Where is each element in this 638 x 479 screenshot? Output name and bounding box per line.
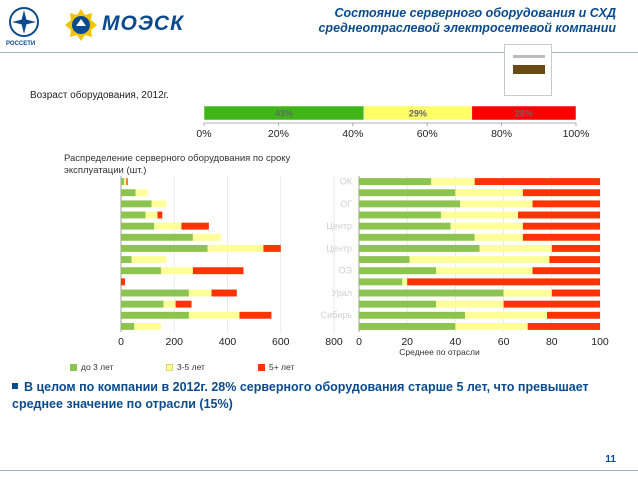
legend-item-3to5: 3-5 лет bbox=[166, 362, 205, 372]
abs-bar-6-1 bbox=[208, 245, 264, 252]
ind-bar-2-2 bbox=[533, 200, 600, 207]
age-axis-tick-label-4: 80% bbox=[491, 128, 513, 140]
summary-bullet: В целом по компании в 2012г. 28% серверного оборудования старше 5 лет, что превышает среднее значение по отрасли (15%) bbox=[12, 380, 589, 411]
ind-bar-5-0 bbox=[359, 234, 475, 241]
abs-bar-4-0 bbox=[121, 223, 154, 230]
ind-bar-9-2 bbox=[407, 278, 600, 285]
ind-axis-tick-label-1: 20 bbox=[401, 336, 414, 348]
abs-bar-8-1 bbox=[161, 267, 193, 274]
abs-bar-12-2 bbox=[239, 312, 271, 319]
ind-axis-label: Среднее по отрасли bbox=[399, 347, 480, 357]
ind-category-label-2: ОГ bbox=[340, 198, 352, 209]
abs-bar-0-2 bbox=[126, 178, 127, 185]
distribution-section-label: Распределение серверного оборудования по сроку эксплуатации (шт.) bbox=[64, 153, 291, 176]
ind-bar-8-1 bbox=[436, 267, 532, 274]
ind-bar-0-0 bbox=[359, 178, 431, 185]
ind-axis-tick-label-3: 60 bbox=[497, 336, 510, 348]
ind-bar-4-1 bbox=[451, 223, 523, 230]
ind-bar-5-1 bbox=[475, 234, 523, 241]
legend-item-5plus: 5+ лет bbox=[258, 362, 294, 372]
ind-bar-7-0 bbox=[359, 256, 410, 263]
ind-category-label-4: Центр bbox=[326, 221, 352, 232]
abs-bar-0-1 bbox=[124, 178, 126, 185]
age-bar-label-0: 43% bbox=[274, 108, 293, 119]
abs-bar-2-0 bbox=[121, 200, 152, 207]
abs-bar-1-0 bbox=[121, 189, 136, 196]
ind-bar-2-0 bbox=[359, 200, 460, 207]
abs-bar-7-0 bbox=[121, 256, 132, 263]
ind-bar-13-0 bbox=[359, 323, 455, 330]
ind-bar-13-1 bbox=[455, 323, 527, 330]
age-bar-label-2: 28% bbox=[514, 108, 533, 119]
ind-bar-8-0 bbox=[359, 267, 436, 274]
ind-bar-5-2 bbox=[523, 234, 600, 241]
ind-bar-12-1 bbox=[465, 312, 547, 319]
age-axis-tick-label-1: 20% bbox=[267, 128, 289, 140]
ind-bar-0-1 bbox=[431, 178, 474, 185]
ind-bar-1-0 bbox=[359, 189, 455, 196]
abs-axis-tick-label-3: 600 bbox=[271, 336, 290, 348]
abs-bar-6-2 bbox=[263, 245, 280, 252]
age-axis-tick-label-2: 40% bbox=[342, 128, 364, 140]
abs-axis-tick-label-2: 400 bbox=[218, 336, 237, 348]
abs-bar-3-0 bbox=[121, 212, 145, 219]
age-bar-label-1: 29% bbox=[408, 108, 427, 119]
abs-axis-tick-label-4: 800 bbox=[325, 336, 343, 348]
abs-bar-12-0 bbox=[121, 312, 189, 319]
ind-axis-tick-label-4: 80 bbox=[545, 336, 558, 348]
abs-bar-10-1 bbox=[189, 290, 212, 297]
abs-bar-10-2 bbox=[212, 290, 237, 297]
ind-axis-tick-label-2: 40 bbox=[449, 336, 462, 348]
abs-bar-11-2 bbox=[176, 301, 192, 308]
ind-bar-3-1 bbox=[441, 212, 518, 219]
abs-bar-6-0 bbox=[121, 245, 208, 252]
bullet-icon bbox=[12, 383, 18, 389]
ind-bar-13-2 bbox=[528, 323, 600, 330]
abs-bar-8-0 bbox=[121, 267, 161, 274]
ind-category-label-8: ОЭ bbox=[338, 265, 352, 276]
ind-bar-6-2 bbox=[552, 245, 600, 252]
ind-category-label-6: Центр bbox=[326, 243, 352, 254]
ind-bar-8-2 bbox=[533, 267, 600, 274]
ind-category-label-10: Урал bbox=[331, 287, 352, 298]
brand-name: МОЭСК bbox=[102, 12, 184, 35]
ind-bar-1-2 bbox=[523, 189, 600, 196]
age-section-label: Возраст оборудования, 2012г. bbox=[30, 90, 169, 101]
abs-bar-12-1 bbox=[189, 312, 240, 319]
ind-bar-1-1 bbox=[455, 189, 522, 196]
abs-axis-tick-label-1: 200 bbox=[165, 336, 184, 348]
ind-category-label-0: ОК bbox=[339, 176, 352, 187]
ind-bar-6-1 bbox=[480, 245, 552, 252]
age-axis-tick-label-3: 60% bbox=[416, 128, 438, 140]
ind-bar-10-2 bbox=[552, 290, 600, 297]
ind-bar-11-0 bbox=[359, 301, 436, 308]
ind-bar-12-2 bbox=[547, 312, 600, 319]
legend-item-under3: до 3 лет bbox=[70, 362, 113, 372]
abs-bar-13-1 bbox=[134, 323, 161, 330]
ind-bar-11-2 bbox=[504, 301, 600, 308]
ind-bar-6-0 bbox=[359, 245, 480, 252]
abs-bar-4-1 bbox=[154, 223, 181, 230]
abs-bar-5-0 bbox=[121, 234, 193, 241]
ind-category-label-12: Сибирь bbox=[320, 310, 352, 321]
ind-bar-2-1 bbox=[460, 200, 532, 207]
abs-bar-4-2 bbox=[181, 223, 208, 230]
ind-bar-3-0 bbox=[359, 212, 441, 219]
page-number: 11 bbox=[605, 454, 616, 465]
ind-bar-9-0 bbox=[359, 278, 402, 285]
abs-bar-2-1 bbox=[152, 200, 167, 207]
ind-bar-3-2 bbox=[518, 212, 600, 219]
ind-bar-10-1 bbox=[504, 290, 552, 297]
logo-caption: РОССЕТИ bbox=[6, 41, 36, 47]
title-line-1: Состояние серверного оборудования и СХД bbox=[334, 6, 616, 20]
abs-bar-13-0 bbox=[121, 323, 134, 330]
abs-bar-8-2 bbox=[193, 267, 244, 274]
age-axis-tick-label-5: 100% bbox=[562, 128, 590, 140]
abs-bar-10-0 bbox=[121, 290, 189, 297]
abs-axis-tick-label-0: 0 bbox=[118, 336, 124, 348]
ind-bar-0-2 bbox=[475, 178, 600, 185]
ind-bar-4-2 bbox=[523, 223, 600, 230]
abs-bar-9-2 bbox=[121, 278, 125, 285]
age-axis-tick-label-0: 0% bbox=[196, 128, 212, 140]
abs-bar-7-1 bbox=[132, 256, 167, 263]
ind-bar-12-0 bbox=[359, 312, 465, 319]
abs-bar-11-1 bbox=[164, 301, 176, 308]
ind-axis-tick-label-0: 0 bbox=[356, 336, 362, 348]
abs-bar-1-1 bbox=[136, 189, 148, 196]
ind-bar-4-0 bbox=[359, 223, 451, 230]
abs-bar-11-0 bbox=[121, 301, 164, 308]
title-line-2: среднеотраслевой электросетевой компании bbox=[318, 21, 616, 35]
ind-bar-11-1 bbox=[436, 301, 503, 308]
footer-divider bbox=[0, 470, 638, 471]
ind-bar-9-1 bbox=[402, 278, 407, 285]
ind-axis-tick-label-5: 100 bbox=[591, 336, 609, 348]
abs-bar-3-2 bbox=[157, 212, 162, 219]
ind-bar-7-1 bbox=[410, 256, 550, 263]
abs-bar-3-1 bbox=[145, 212, 157, 219]
ind-bar-7-2 bbox=[549, 256, 600, 263]
abs-bar-5-1 bbox=[193, 234, 221, 241]
ind-bar-10-0 bbox=[359, 290, 504, 297]
abs-bar-0-0 bbox=[121, 178, 124, 185]
